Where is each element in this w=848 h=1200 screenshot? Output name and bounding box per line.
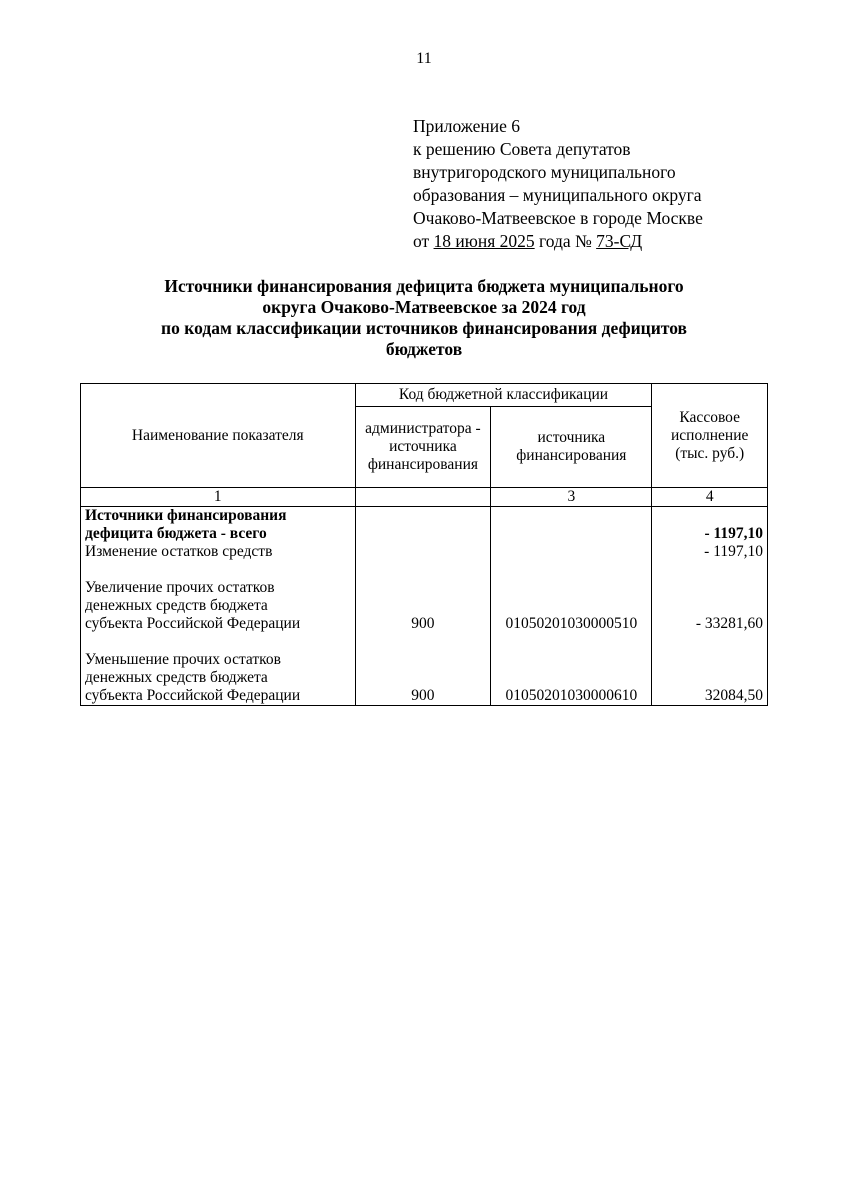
admin-code: 900 [411,687,435,704]
row-name-line: субъекта Российской Федерации [85,687,301,704]
row-name-line: Увеличение прочих остатков [85,579,275,596]
appendix-line: к решению Совета депутатов [413,139,631,159]
column-number: 4 [652,488,768,507]
column-number [355,488,491,507]
title-line: Источники финансирования дефицита бюджета муниципального [164,276,684,296]
header-code-group: Код бюджетной классификации [355,384,652,407]
source-code: 01050201030000610 [505,687,638,704]
value: - 33281,60 [695,615,763,632]
title-line: бюджетов [385,339,463,359]
appendix-line: Очаково-Матвеевское в городе Москве [413,208,703,228]
appendix-decision-line [413,230,703,253]
row-value [652,507,768,706]
page-number: 11 [416,50,432,67]
row-name-line: Изменение остатков средств [85,543,273,560]
row-name-line: дефицита бюджета - всего [85,525,267,542]
title-line: по кодам классификации источников финансирования дефицитов [161,318,687,338]
document-title [80,276,768,360]
appendix-line: образования – муниципального округа [413,185,702,205]
value: 32084,50 [704,687,763,704]
header-indicator-name: Наименование показателя [81,384,356,488]
source-code: 01050201030000510 [505,615,638,632]
column-number: 3 [491,488,652,507]
header-cash-execution: Кассовое исполнение (тыс. руб.) [652,384,768,488]
admin-code: 900 [411,615,435,632]
column-number: 1 [81,488,356,507]
title-line: округа Очаково-Матвеевское за 2024 год [262,297,586,317]
appendix-line: Приложение 6 [413,116,521,136]
header-administrator: администратора - источника финансирования [355,407,491,488]
decision-number: 73-СД [596,231,643,251]
decision-date: 18 июня 2025 [433,231,535,251]
spacer [85,633,351,651]
row-name-line: Уменьшение прочих остатков [85,651,281,668]
appendix-prefix: от [413,231,434,251]
header-source: источника финансирования [491,407,652,488]
financing-sources-table [80,383,768,706]
value: - 1197,10 [704,543,763,560]
row-name-line: денежных средств бюджета [85,669,268,686]
spacer [85,561,351,579]
row-admin-code [355,507,491,706]
row-source-code [491,507,652,706]
row-name [81,507,356,706]
row-name-line: субъекта Российской Федерации [85,615,301,632]
appendix-middle: года № [534,231,597,251]
appendix-line: внутригородского муниципального [413,162,676,182]
row-name-line: Источники финансирования [85,507,287,524]
table-row [81,507,768,706]
appendix-note [413,115,703,253]
row-name-line: денежных средств бюджета [85,597,268,614]
value-total: - 1197,10 [704,525,763,542]
